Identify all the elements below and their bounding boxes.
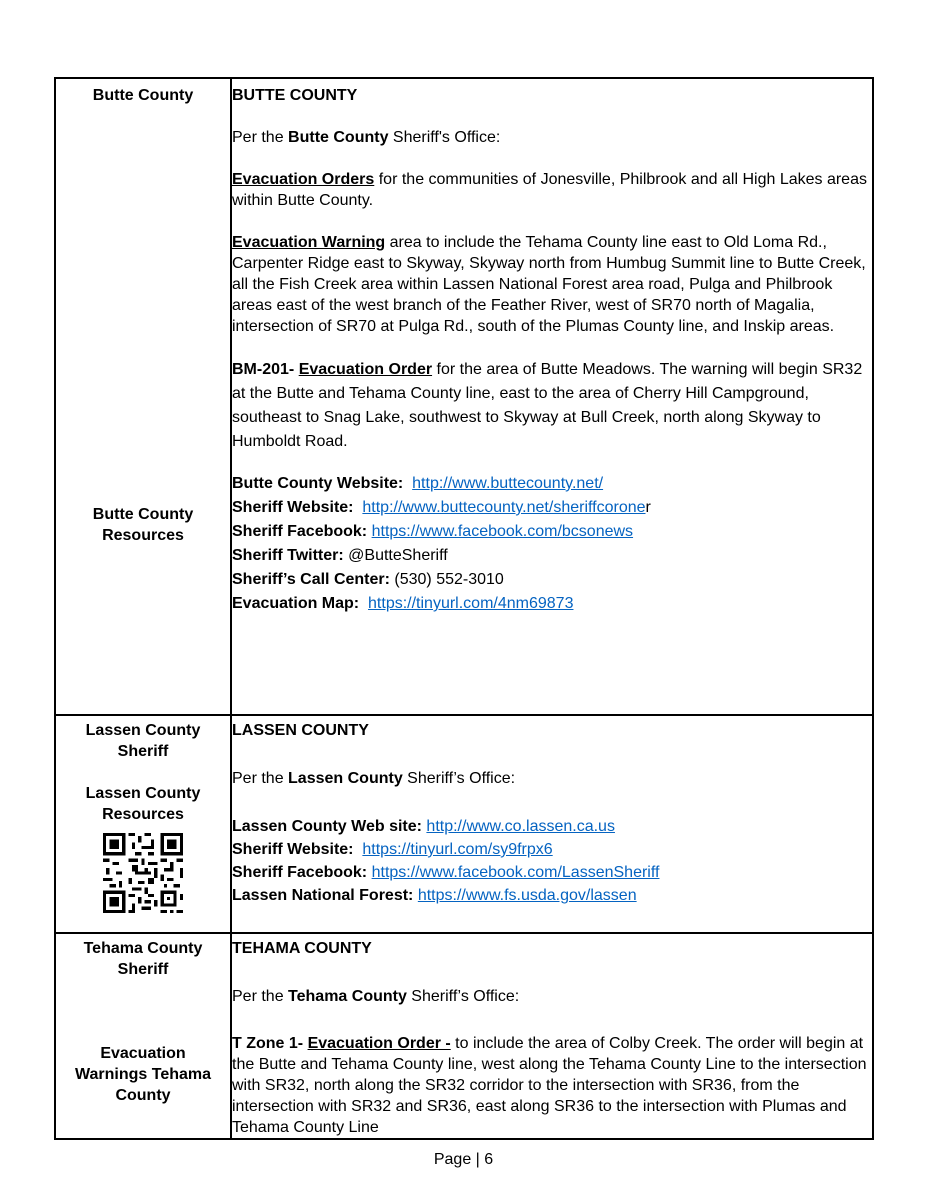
- lassen-sheriff-website-link[interactable]: https://tinyurl.com/sy9frpx6: [362, 841, 553, 858]
- evacuation-warning-label: Evacuation Warning: [232, 234, 386, 251]
- butte-bm201-paragraph: BM-201- Evacuation Order for the area of Butte Meadows. The warning will begin SR32 at the Butte and Tehama County line, east to the area of Cherry Hill Campground, southeast to Snag Lake, southwest to Skyway at Bull Creek, north along Skyway to Humboldt Road.: [232, 361, 863, 450]
- evacuation-table: [54, 77, 874, 1140]
- sheriff-twitter-handle: @ButteSheriff: [348, 547, 448, 564]
- bm201-order-label: Evacuation Order: [298, 361, 433, 378]
- lassen-resources-list: [232, 815, 872, 907]
- lassen-left-cell: [55, 715, 231, 933]
- tehama-right-cell: [231, 933, 873, 1139]
- tehama-warnings-label: Evacuation Warnings Tehama County: [74, 1045, 212, 1104]
- butte-resource-item: Sheriff Website: http://www.buttecounty.net/sheriffcoroner: [232, 499, 651, 516]
- lassen-sheriff-label: Lassen County Sheriff: [85, 722, 201, 760]
- lassen-heading: LASSEN COUNTY: [232, 722, 369, 739]
- lassen-right-cell: [231, 715, 873, 933]
- sheriff-facebook-link[interactable]: https://www.facebook.com/bcsonews: [371, 523, 634, 540]
- butte-county-label: Butte County: [92, 87, 194, 104]
- page-number: Page | 6: [433, 1151, 494, 1168]
- tehama-sheriff-label: Tehama County Sheriff: [83, 940, 203, 978]
- lassen-resource-item: Sheriff Website: https://tinyurl.com/sy9frpx6: [232, 841, 553, 858]
- butte-resources-list: [232, 472, 872, 616]
- butte-heading: BUTTE COUNTY: [232, 87, 358, 104]
- butte-orders-paragraph: Evacuation Orders for the communities of Jonesville, Philbrook and all High Lakes areas within Butte County.: [232, 171, 867, 209]
- butte-warning-paragraph: Evacuation Warning area to include the Tehama County line east to Old Loma Rd., Carpenter Ridge east to Skyway, Skyway north from Humbug Summit line to Butte Creek, all the Fish Creek area within Lassen National Forest area road, Pulga and Philbrook areas east of the west branch of the Feather River, west of SR70 north of Magalia, intersection of SR70 at Pulga Rd., south of the Plumas County line, and Inskip areas.: [232, 234, 866, 335]
- lassen-sheriff-facebook-link[interactable]: https://www.facebook.com/LassenSheriff: [371, 864, 660, 881]
- evacuation-map-link[interactable]: https://tinyurl.com/4nm69873: [368, 595, 574, 612]
- butte-resources-label: Butte County Resources: [92, 506, 194, 544]
- lassen-row: [55, 715, 873, 933]
- butte-resource-item: Evacuation Map: https://tinyurl.com/4nm69873: [232, 595, 574, 612]
- call-center-phone: (530) 552-3010: [394, 571, 504, 588]
- tehama-left-cell: [55, 933, 231, 1139]
- butte-row: [55, 78, 873, 715]
- butte-resource-item: Butte County Website: http://www.buttecounty.net/: [232, 475, 604, 492]
- evacuation-orders-label: Evacuation Orders: [232, 171, 375, 188]
- butte-resource-item: Sheriff Facebook: https://www.facebook.com/bcsonews: [232, 523, 634, 540]
- butte-county-website-link[interactable]: http://www.buttecounty.net/: [412, 475, 604, 492]
- tehama-per-line: Per the Tehama County Sheriff’s Office:: [232, 988, 520, 1005]
- lassen-resources-label: Lassen County Resources: [85, 785, 201, 823]
- lassen-national-forest-link[interactable]: https://www.fs.usda.gov/lassen: [417, 887, 637, 904]
- butte-resource-item: Sheriff’s Call Center: (530) 552-3010: [232, 571, 504, 588]
- lassen-resource-item: Lassen National Forest: https://www.fs.usda.gov/lassen: [232, 887, 637, 904]
- tehama-heading: TEHAMA COUNTY: [232, 940, 372, 957]
- butte-per-line: Per the Butte County Sheriff's Office:: [232, 129, 501, 146]
- butte-resource-item: Sheriff Twitter: @ButteSheriff: [232, 547, 448, 564]
- tehama-row: [55, 933, 873, 1139]
- butte-left-cell: [55, 78, 231, 715]
- lassen-resource-item: Sheriff Facebook: https://www.facebook.com/LassenSheriff: [232, 864, 660, 881]
- lassen-resource-item: Lassen County Web site: http://www.co.lassen.ca.us: [232, 818, 615, 835]
- sheriff-website-link[interactable]: http://www.buttecounty.net/sheriffcorone: [362, 499, 646, 516]
- butte-right-cell: [231, 78, 873, 715]
- lassen-per-line: Per the Lassen County Sheriff’s Office:: [232, 770, 516, 787]
- lassen-county-website-link[interactable]: http://www.co.lassen.ca.us: [426, 818, 615, 835]
- qr-code-icon: [103, 833, 183, 913]
- tehama-order-label: Evacuation Order -: [307, 1035, 451, 1052]
- tehama-zone-paragraph: T Zone 1- Evacuation Order - to include the area of Colby Creek. The order will begin at the Butte and Tehama County line, west along the Tehama County Line to the intersection with SR32, north along the SR32 corridor to the intersection with SR36, from the intersection with SR32 and SR36, east along SR36 to the intersection with Plumas and Tehama County Line: [232, 1035, 867, 1136]
